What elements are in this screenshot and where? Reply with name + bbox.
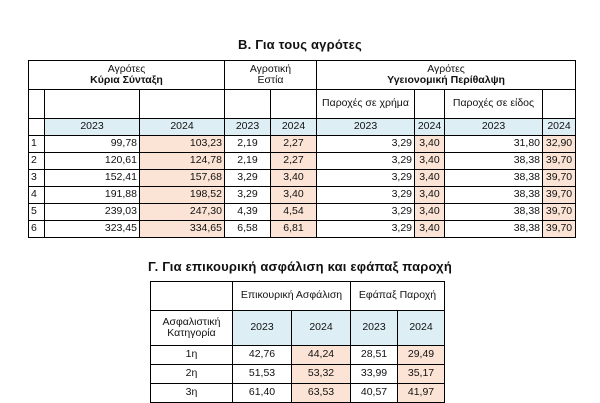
table-cell: 38,38 <box>445 204 543 221</box>
table-cell: 6,58 <box>225 221 271 238</box>
table-cell: 3,40 <box>415 153 445 170</box>
group-health-care-line1: Αγρότες <box>427 62 465 75</box>
subgroup-in-kind-benefits: Παροχές σε είδος <box>445 90 543 119</box>
table-cell: 35,17 <box>398 365 445 384</box>
year-header: 2023 <box>317 119 415 136</box>
year-header: 2023 <box>225 119 271 136</box>
row-number: 3 <box>29 170 45 187</box>
table-cell: 41,97 <box>398 384 445 403</box>
section-b-title: Β. Για τους αγρότες <box>238 37 362 52</box>
table-cell: 323,45 <box>45 221 140 238</box>
table-cell: 2,19 <box>225 153 271 170</box>
table-cell: 2,27 <box>271 136 317 153</box>
table-row <box>29 136 576 153</box>
table-cell: 3,40 <box>415 136 445 153</box>
table-cell: 198,52 <box>140 187 225 204</box>
table-cell: 157,68 <box>140 170 225 187</box>
row-number: 1 <box>29 136 45 153</box>
subgroup-cash-benefits: Παροχές σε χρήμα <box>317 90 415 119</box>
table-cell: 3,29 <box>317 187 415 204</box>
year-header: 2023 <box>351 311 398 346</box>
farmers-table <box>28 60 576 238</box>
table-cell: 39,70 <box>543 221 576 238</box>
year-header: 2024 <box>415 119 445 136</box>
table-cell: 44,24 <box>292 346 351 365</box>
group-agricultural-hearth <box>225 61 317 90</box>
table-cell: 38,38 <box>445 170 543 187</box>
year-header: 2023 <box>233 311 292 346</box>
table-cell: 152,41 <box>45 170 140 187</box>
table-cell: 38,38 <box>445 153 543 170</box>
table-cell: 3,40 <box>415 204 445 221</box>
supplementary-table-year-header <box>151 311 445 346</box>
table-row <box>151 346 445 365</box>
table-cell: 4,54 <box>271 204 317 221</box>
group-main-pension-line2: Κύρια Σύνταξη <box>90 74 163 86</box>
row-number: 6 <box>29 221 45 238</box>
table-cell: 29,49 <box>398 346 445 365</box>
table-cell: 103,23 <box>140 136 225 153</box>
table-cell: 39,70 <box>543 170 576 187</box>
year-header: 2024 <box>398 311 445 346</box>
table-cell: 334,65 <box>140 221 225 238</box>
table-cell: 61,40 <box>233 384 292 403</box>
group-main-pension-line1: Αγρότες <box>107 62 146 75</box>
table-cell: 39,70 <box>543 153 576 170</box>
table-cell: 39,70 <box>543 187 576 204</box>
category-header: Ασφαλιστική Κατηγορία <box>151 311 233 346</box>
table-cell: 38,38 <box>445 187 543 204</box>
category-label: 2η <box>151 365 233 384</box>
category-label: 3η <box>151 384 233 403</box>
table-row <box>29 170 576 187</box>
table-row <box>29 204 576 221</box>
table-cell: 40,57 <box>351 384 398 403</box>
table-cell: 239,03 <box>45 204 140 221</box>
year-header: 2024 <box>140 119 225 136</box>
year-header: 2024 <box>543 119 576 136</box>
table-cell: 39,70 <box>543 204 576 221</box>
group-agricultural-hearth-line2: Εστία <box>257 74 284 86</box>
table-cell: 33,99 <box>351 365 398 384</box>
row-number: 2 <box>29 153 45 170</box>
table-cell: 247,30 <box>140 204 225 221</box>
table-cell: 2,19 <box>225 136 271 153</box>
row-number: 5 <box>29 204 45 221</box>
category-label: 1η <box>151 346 233 365</box>
table-cell: 28,51 <box>351 346 398 365</box>
row-number: 4 <box>29 187 45 204</box>
year-header: 2024 <box>292 311 351 346</box>
farmers-table-subgroup-header <box>29 90 576 119</box>
supplementary-table <box>150 281 445 403</box>
table-cell: 120,61 <box>45 153 140 170</box>
table-cell: 99,78 <box>45 136 140 153</box>
group-supplementary-insurance: Επικουρική Ασφάλιση <box>233 282 351 311</box>
table-row <box>29 221 576 238</box>
supplementary-table-group-header <box>151 282 445 311</box>
group-agricultural-hearth-line1: Αγροτική <box>249 62 292 75</box>
table-row <box>151 365 445 384</box>
table-cell: 53,32 <box>292 365 351 384</box>
year-header: 2023 <box>445 119 543 136</box>
group-health-care-line2: Υγειονομική Περίθαλψη <box>387 74 505 86</box>
table-cell: 3,40 <box>271 170 317 187</box>
table-cell: 3,29 <box>317 153 415 170</box>
table-cell: 42,76 <box>233 346 292 365</box>
table-cell: 3,29 <box>317 170 415 187</box>
year-header: 2024 <box>271 119 317 136</box>
year-header: 2023 <box>45 119 140 136</box>
table-cell: 3,29 <box>225 187 271 204</box>
table-cell: 63,53 <box>292 384 351 403</box>
farmers-table-year-header <box>29 119 576 136</box>
table-cell: 31,80 <box>445 136 543 153</box>
table-cell: 38,38 <box>445 221 543 238</box>
table-cell: 51,53 <box>233 365 292 384</box>
table-cell: 3,40 <box>271 187 317 204</box>
table-cell: 4,39 <box>225 204 271 221</box>
table-cell: 6,81 <box>271 221 317 238</box>
table-cell: 3,40 <box>415 170 445 187</box>
table-cell: 124,78 <box>140 153 225 170</box>
group-lump-sum: Εφάπαξ Παροχή <box>351 282 445 311</box>
table-cell: 2,27 <box>271 153 317 170</box>
section-g-title: Γ. Για επικουρική ασφάλιση και εφάπαξ παροχή <box>148 259 452 274</box>
table-cell: 191,88 <box>45 187 140 204</box>
group-health-care <box>317 61 576 90</box>
table-cell: 3,29 <box>317 136 415 153</box>
farmers-table-group-header <box>29 61 576 90</box>
table-cell: 3,29 <box>317 204 415 221</box>
table-row <box>29 153 576 170</box>
table-cell: 3,40 <box>415 187 445 204</box>
table-cell: 32,90 <box>543 136 576 153</box>
table-row <box>29 187 576 204</box>
table-cell: 3,29 <box>317 221 415 238</box>
table-cell: 3,29 <box>225 170 271 187</box>
group-main-pension <box>29 61 225 90</box>
table-cell: 3,40 <box>415 221 445 238</box>
